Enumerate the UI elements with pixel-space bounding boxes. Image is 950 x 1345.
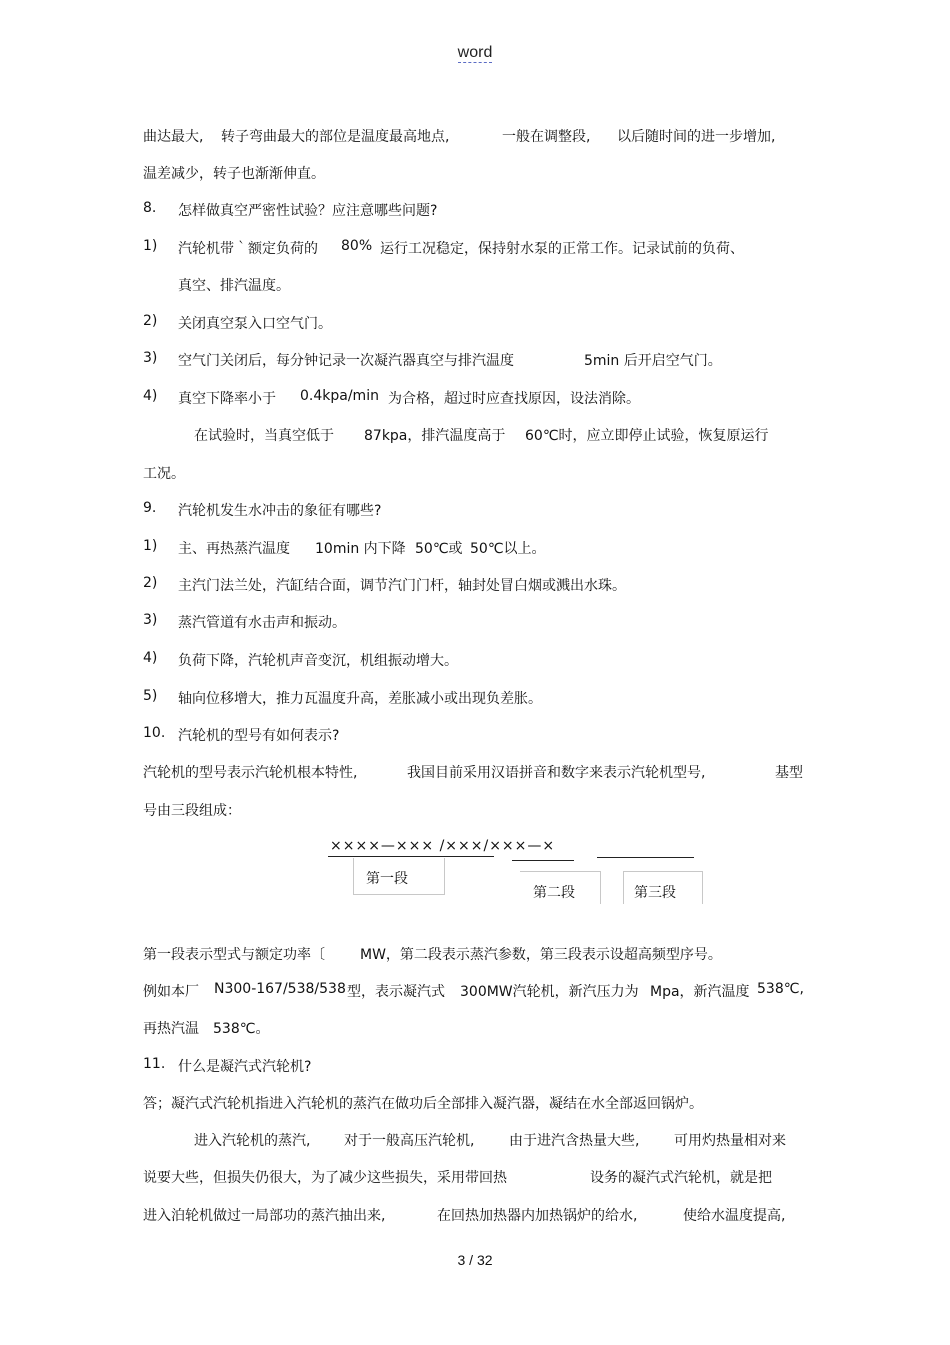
text: 设务的凝汽式汽轮机，就是把 [590,1170,772,1186]
question-number: 8. [143,200,157,216]
text: 再热汽温 538℃。 [143,1021,270,1037]
text: 为合格，超过时应查找原因，设法消除。 [388,391,640,407]
text: 转子弯曲最大的部位是温度最高地点, [221,129,450,145]
text: 5min 后开启空气门。 [584,353,722,369]
text: 真空、排汽温度。 [178,278,290,294]
text: 50℃以上。 [470,541,546,557]
question-text: 什么是凝汽式汽轮机? [178,1059,312,1075]
page-number: 3 / 32 [457,1252,493,1268]
header-word: word [457,44,493,61]
text: 可用灼热量相对来 [674,1133,786,1149]
text: 汽轮机的型号表示汽轮机根本特性, [143,765,358,781]
text: 80% [341,238,373,254]
question-text: 汽轮机发生水冲击的象征有哪些? [178,503,382,519]
text: 使给水温度提高, [683,1208,786,1224]
text: 进入泊轮机做过一局部功的蒸汽抽出来, [143,1208,386,1224]
item-number: 2) [143,575,158,591]
text: 以后随时间的进一步增加, [617,129,776,145]
text: 对于一般高压汽轮机, [344,1133,475,1149]
item-number: 4) [143,388,158,404]
segment-box-3 [623,871,703,904]
text: 0.4kpa/min [300,388,379,404]
text: 汽轮机带｀额定负荷的 [178,241,318,257]
question-text: 怎样做真空严密性试验？应注意哪些问题? [178,203,438,219]
text: 例如本厂 [143,984,199,1000]
question-number: 11. [143,1056,166,1072]
text: 60℃时，应立即停止试验，恢复原运行 [525,428,769,444]
text: 曲达最大, [143,129,204,145]
text: 真空下降率小于 [178,391,276,407]
text: 号由三段组成： [143,803,241,819]
text: 10min 内下降 [315,541,406,557]
text: 型，表示凝汽式 [347,984,445,1000]
text: 主汽门法兰处，汽缸结合面，调节汽门门杆，轴封处冒白烟或溅出水珠。 [178,578,626,594]
question-number: 10. [143,725,166,741]
text: 进入汽轮机的蒸汽, [194,1133,311,1149]
text: 负荷下降，汽轮机声音变沉，机组振动增大。 [178,653,458,669]
item-number: 1) [143,238,158,254]
text: 300MW汽轮机，新汽压力为 [460,984,639,1000]
answer-text: 答；凝汽式汽轮机指进入汽轮机的蒸汽在做功后全部排入凝汽器，凝结在水全部返回锅炉。 [143,1096,703,1112]
item-number: 3) [143,350,158,366]
text: 第一段表示型式与额定功率〔 [143,947,325,963]
segment-box-2 [520,871,601,904]
model-code: ××××—××× /×××/×××—× [330,838,556,854]
text: 由于进汽含热量大些, [509,1133,640,1149]
text: 空气门关闭后，每分钟记录一次凝汽器真空与排汽温度 [178,353,514,369]
item-number: 2) [143,313,158,329]
text: 在回热加热器内加热锅炉的给水, [437,1208,638,1224]
item-number: 4) [143,650,158,666]
text: 主、再热蒸汽温度 [178,541,290,557]
segment-label-2: 第二段 [533,885,575,901]
question-number: 9. [143,500,157,516]
text: N300-167/538/538 [214,981,346,997]
text: 87kpa，排汽温度高于 [364,428,506,444]
item-number: 1) [143,538,158,554]
text: 蒸汽管道有水击声和振动。 [178,615,346,631]
question-text: 汽轮机的型号有如何表示? [178,728,340,744]
item-number: 5) [143,688,158,704]
text: 工况。 [143,466,185,482]
underline-segment-2 [512,860,574,861]
text: 50℃或 [415,541,463,557]
segment-box-1 [353,858,445,895]
text: 基型 [775,765,803,781]
page-header [0,44,950,62]
text: 温差减少，转子也渐渐伸直。 [143,166,325,182]
underline-segment-3 [597,857,694,858]
text: 运行工况稳定，保持射水泵的正常工作。记录试前的负荷、 [380,241,744,257]
text: 在试验时，当真空低于 [194,428,334,444]
text: Mpa，新汽温度 [650,984,750,1000]
text: MW，第二段表示蒸汽参数，第三段表示设超高频型序号。 [360,947,722,963]
text: 一般在调整段, [502,129,591,145]
underline-segment-1 [328,856,494,857]
text: 轴向位移增大，推力瓦温度升高，差胀减小或出现负差胀。 [178,691,542,707]
text: 说要大些，但损失仍很大，为了减少这些损失，采用带回热 [143,1170,507,1186]
segment-label-1: 第一段 [366,871,408,887]
text: 关闭真空泵入口空气门。 [178,316,332,332]
text: 538℃, [757,981,804,997]
segment-label-3: 第三段 [634,885,676,901]
text: 我国目前采用汉语拼音和数字来表示汽轮机型号, [407,765,706,781]
item-number: 3) [143,612,158,628]
